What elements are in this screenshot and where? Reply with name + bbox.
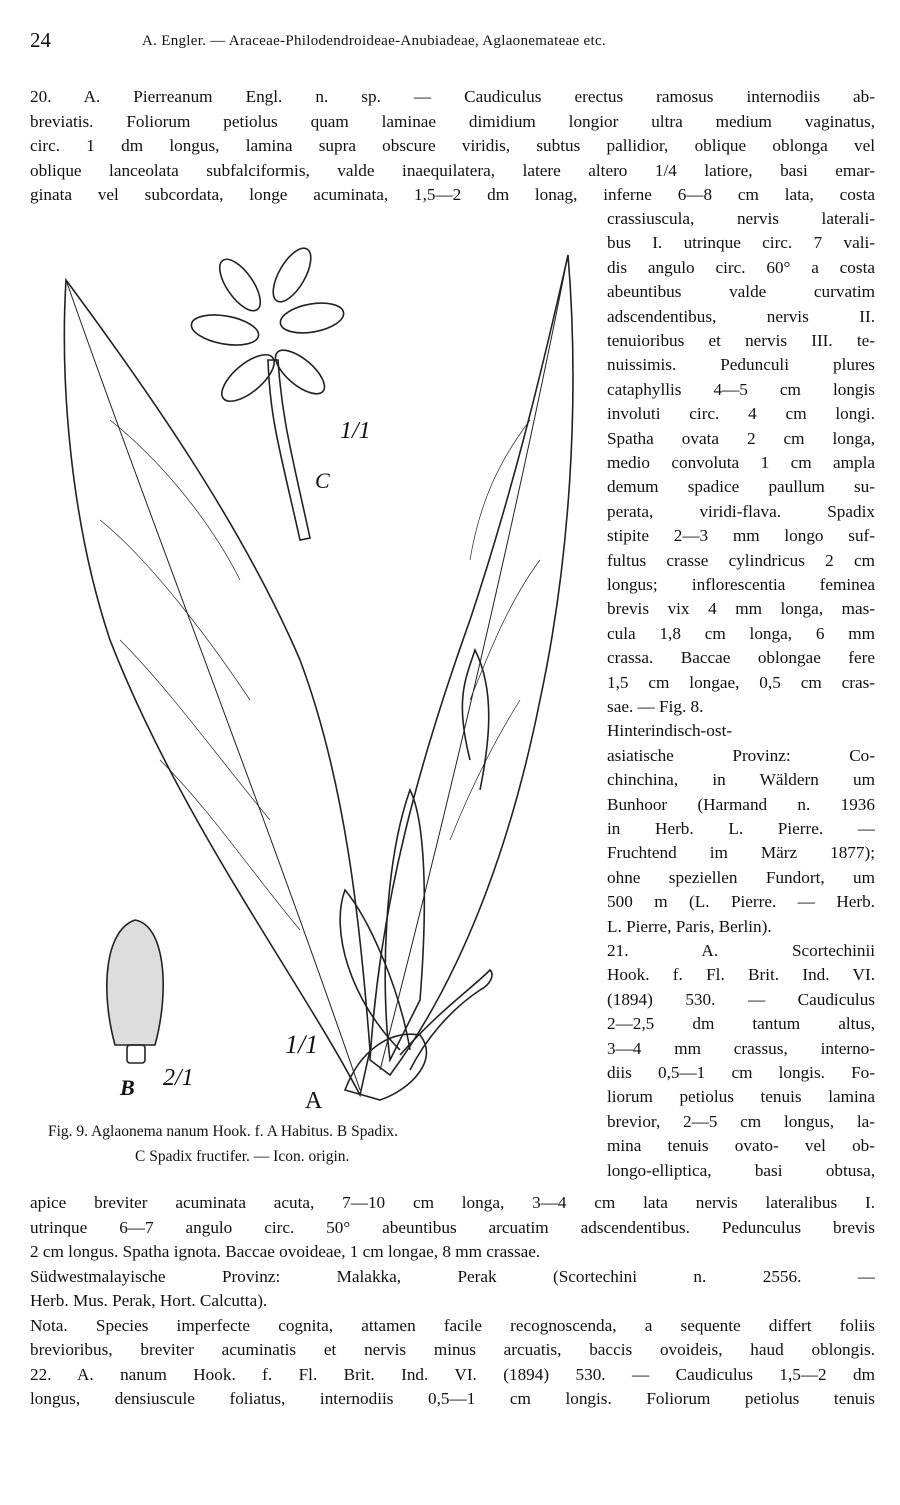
text-line: utrinque 6—7 angulo circ. 50° abeuntibus arcuatim adscendentibus. Pedunculus brevis	[30, 1217, 875, 1237]
label-c: C	[315, 468, 330, 493]
text-line: 2 cm longus. Spatha ignota. Baccae ovoideae, 1 cm longae, 8 mm crassae.	[30, 1242, 541, 1261]
text-line: involuti circ. 4 cm longi.	[607, 404, 875, 424]
text-line: nuissimis. Pedunculi plures	[607, 355, 875, 375]
text-line: asiatische Provinz: Co-	[607, 745, 875, 765]
text-line: bus I. utrinque circ. 7 vali-	[607, 233, 875, 253]
text-line: oblique lanceolata subfalciformis, valde inaequilatera, latere altero 1/4 latiore, basi emar-	[30, 160, 875, 180]
text-line: cataphyllis 4—5 cm longis	[607, 379, 875, 399]
text-line: adscendentibus, nervis II.	[607, 306, 875, 326]
text-line: mina tenuis ovato- vel ob-	[607, 1136, 875, 1156]
text-line: Nota. Species imperfecte cognita, attamen facile recognoscenda, a sequente differt foliis	[30, 1315, 875, 1335]
text-line: 500 m (L. Pierre. — Herb.	[607, 892, 875, 912]
text-line: brevioribus, breviter acuminatis et nervis minus arcuatis, baccis ovoideis, haud oblongis.	[30, 1340, 875, 1359]
text-line: cula 1,8 cm longa, 6 mm	[607, 623, 875, 643]
text-line: longo-elliptica, basi obtusa,	[607, 1160, 875, 1180]
text-line: (1894) 530. — Caudiculus	[607, 989, 875, 1009]
berries	[189, 243, 346, 410]
scale-c: 1/1	[340, 418, 371, 444]
text-line: 2—2,5 dm tantum altus,	[607, 1014, 875, 1034]
page-number: 24	[30, 28, 51, 52]
text-line: longus; inflorescentia feminea	[607, 575, 875, 594]
text-line: Hinterindisch-ost-	[607, 721, 733, 741]
figure-caption-line2: C Spadix fructifer. — Icon. origin.	[135, 1148, 350, 1165]
text-line: medio convoluta 1 cm ampla	[607, 453, 875, 472]
text-line: perata, viridi-flava. Spadix	[607, 501, 875, 521]
text-line: Spatha ovata 2 cm longa,	[607, 428, 875, 448]
text-line: demum spadice paullum su-	[607, 477, 875, 497]
text-line: liorum petiolus tenuis lamina	[607, 1087, 875, 1107]
text-line: Fruchtend im März 1877);	[607, 843, 875, 863]
text-line: diis 0,5—1 cm longis. Fo-	[607, 1063, 875, 1082]
running-title: A. Engler. — Araceae-Philodendroideae-Anubiadeae, Aglaonemateae etc.	[142, 33, 606, 49]
text-line: ohne speziellen Fundort, um	[607, 867, 875, 887]
text-line: Herb. Mus. Perak, Hort. Calcutta).	[30, 1291, 268, 1310]
text-line: stipite 2—3 mm longo suf-	[607, 526, 875, 546]
text-line: longus, densiuscule foliatus, internodiis 0,5—1 cm longis. Foliorum petiolus tenuis	[30, 1389, 875, 1408]
text-line: circ. 1 dm longus, lamina supra obscure viridis, subtus pallidior, oblique oblonga vel	[30, 136, 875, 155]
figure-caption-line1: Fig. 9. Aglaonema nanum Hook. f. A Habitus. B Spadix.	[48, 1123, 399, 1140]
text-line: Südwestmalayische Provinz: Malakka, Perak (Scortechini n. 2556. —	[30, 1266, 875, 1286]
label-a: A	[305, 1088, 323, 1114]
text-line: 22. A. nanum Hook. f. Fl. Brit. Ind. VI. (1894) 530. — Caudiculus 1,5—2 dm	[30, 1364, 875, 1384]
text-line: crassa. Baccae oblongae fere	[607, 648, 875, 668]
text-line: in Herb. L. Pierre. —	[607, 819, 875, 838]
spadix-fructifer-stalk	[268, 360, 310, 540]
text-line: 21. A. Scortechinii	[607, 941, 875, 960]
text-line: fultus crasse cylindricus 2 cm	[607, 550, 875, 570]
text-line: breviatis. Foliorum petiolus quam laminae dimidium longior ultra medium vaginatus,	[30, 111, 875, 131]
text-line: Bunhoor (Harmand n. 1936	[607, 794, 875, 814]
text-line: 3—4 mm crassus, interno-	[607, 1038, 875, 1058]
scale-a: 1/1	[285, 1030, 319, 1059]
text-line: sae. — Fig. 8.	[607, 697, 704, 716]
text-line: chinchina, in Wäldern um	[607, 770, 875, 790]
text-line: 1,5 cm longae, 0,5 cm cras-	[607, 672, 875, 692]
text-line: apice breviter acuminata acuta, 7—10 cm longa, 3—4 cm lata nervis lateralibus I.	[30, 1193, 875, 1212]
text-line: 20. A. Pierreanum Engl. n. sp. — Caudiculus erectus ramosus internodiis ab-	[30, 87, 875, 106]
label-b: B	[120, 1075, 135, 1100]
text-line: brevis vix 4 mm longa, mas-	[607, 599, 875, 619]
text-line: tenuioribus et nervis III. te-	[607, 331, 875, 350]
text-line: Hook. f. Fl. Brit. Ind. VI.	[607, 965, 875, 985]
text-line: abeuntibus valde curvatim	[607, 282, 875, 302]
text-line: brevior, 2—5 cm longus, la-	[607, 1111, 875, 1131]
scale-b: 2/1	[163, 1065, 194, 1091]
spadix-small	[107, 920, 163, 1045]
text-line: L. Pierre, Paris, Berlin).	[607, 916, 772, 936]
text-line: dis angulo circ. 60° a costa	[607, 257, 875, 277]
leaf-right	[370, 255, 573, 1075]
text-line: ginata vel subcordata, longe acuminata, 1,5—2 dm lonag, inferne 6—8 cm lata, costa	[30, 185, 875, 204]
text-line: crassiuscula, nervis laterali-	[607, 209, 875, 228]
